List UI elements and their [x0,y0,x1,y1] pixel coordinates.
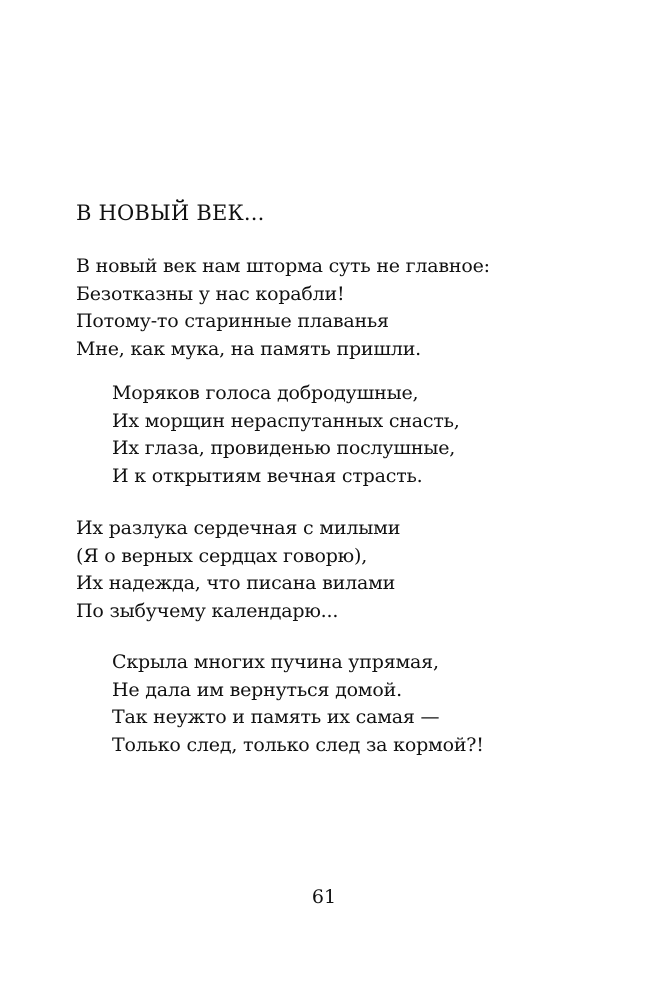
poem-line: Моряков голоса добродушные, [112,382,419,404]
poem-line: Безотказны у нас корабли! [76,282,345,305]
poem-line: В новый век нам шторма суть не главное: [76,255,490,277]
poem-line: Только след, только след за кормой?! [112,733,484,756]
poem-line: Их разлука сердечная с милыми [76,517,401,539]
poem-line: Так неужто и память их самая — [112,706,440,728]
stanza-2 [112,380,460,490]
stanza-3 [76,515,400,625]
poem-line: (Я о верных сердцах говорю), [76,544,368,567]
poem-line: Не дала им вернуться домой. [112,678,402,701]
page-number: 61 [311,886,337,908]
poem-line: Потому-то старинные плаванья [76,310,389,332]
stanza-1 [76,253,490,363]
poem-line: Скрыла многих пучина упрямая, [112,651,439,673]
poem-line: Их надежда, что писана вилами [76,572,396,594]
poem-line: И к открытиям вечная страсть. [112,464,423,487]
poem-line: По зыбучему календарю... [76,599,339,622]
poem-line: Их морщин нераспутанных снасть, [112,409,460,432]
poem-line: Мне, как мука, на память пришли. [76,337,422,360]
poem-line: Их глаза, провиденью послушные, [112,437,456,459]
poem-title: В НОВЫЙ ВЕК... [76,201,265,225]
stanza-4 [112,649,484,759]
